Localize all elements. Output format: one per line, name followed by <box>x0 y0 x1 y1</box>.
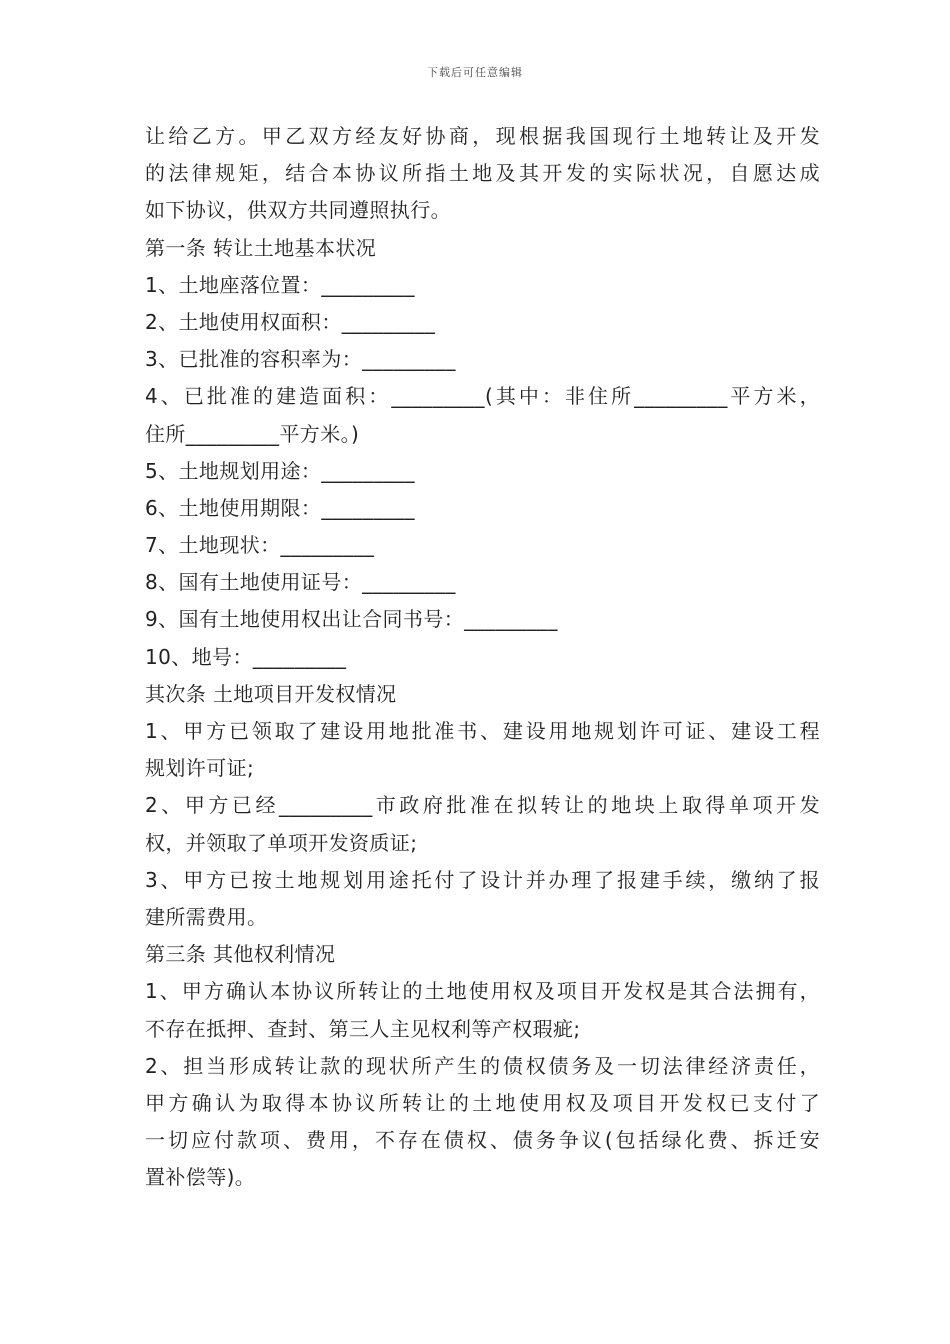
list-item: 3、已批准的容积率为：_________ <box>145 347 456 372</box>
article-heading-1: 第一条 转让土地基本状况 <box>145 235 377 260</box>
list-item-continuation: 置补偿等)。 <box>145 1165 256 1190</box>
list-item: 2、土地使用权面积：_________ <box>145 309 436 334</box>
list-item: 5、土地规划用途：_________ <box>145 458 415 483</box>
list-item-continuation: 规划许可证; <box>145 756 255 781</box>
list-item: 1、甲方确认本协议所转让的土地使用权及项目开发权是其合法拥有， <box>145 979 820 1004</box>
body-line: 如下协议，供双方共同遵照执行。 <box>145 198 451 223</box>
page-header: 下载后可任意编辑 <box>427 66 523 79</box>
list-item: 1、甲方已领取了建设用地批准书、建设用地规划许可证、建设工程 <box>145 719 820 743</box>
list-item: 8、国有土地使用证号：_________ <box>145 570 456 595</box>
list-item: 1、土地座落位置：_________ <box>145 272 415 297</box>
list-item-continuation: 一切应付款项、费用，不存在债权、债务争议(包括绿化费、拆迁安 <box>145 1128 820 1153</box>
list-item-continuation: 甲方确认为取得本协议所转让的土地使用权及项目开发权已支付了 <box>145 1090 820 1115</box>
list-item-continuation: 不存在抵押、查封、第三人主见权利等产权瑕疵; <box>145 1016 581 1041</box>
article-heading-2: 其次条 土地项目开发权情况 <box>145 681 397 706</box>
list-item: 4、已批准的建造面积：_________(其中：非住所_________平方米， <box>145 384 820 409</box>
list-item: 6、土地使用期限：_________ <box>145 495 415 520</box>
list-item-continuation: 住所_________平方米。) <box>145 421 360 446</box>
list-item-continuation: 建所需费用。 <box>145 904 268 929</box>
list-item: 2、担当形成转让款的现状所产生的债权债务及一切法律经济责任， <box>145 1053 820 1078</box>
body-line: 的法律规矩，结合本协议所指土地及其开发的实际状况，自愿达成 <box>145 161 820 186</box>
list-item: 10、地号：_________ <box>145 644 347 669</box>
document-body <box>145 118 820 1196</box>
body-line: 让给乙方。甲乙双方经友好协商，现根据我国现行土地转让及开发 <box>145 124 820 148</box>
article-heading-3: 第三条 其他权利情况 <box>145 942 336 967</box>
list-item: 3、甲方已按土地规划用途托付了设计并办理了报建手续，缴纳了报 <box>145 867 820 892</box>
list-item: 2、甲方已经_________市政府批准在拟转让的地块上取得单项开发 <box>145 793 820 818</box>
list-item: 9、国有土地使用权出让合同书号：_________ <box>145 607 558 632</box>
list-item: 7、土地现状：_________ <box>145 533 375 558</box>
list-item-continuation: 权，并领取了单项开发资质证; <box>145 830 418 855</box>
